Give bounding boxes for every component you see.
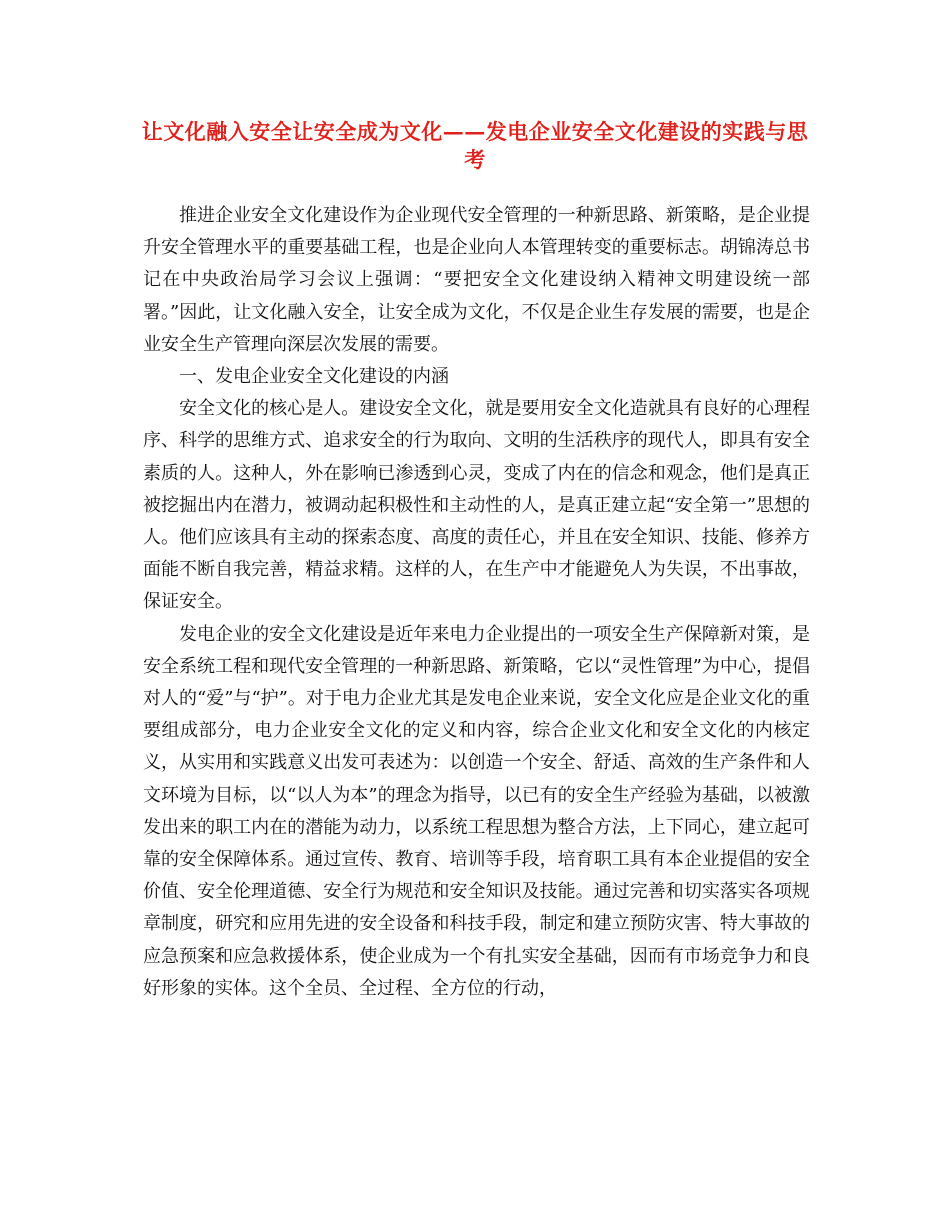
paragraph-intro: 推进企业安全文化建设作为企业现代安全管理的一种新思路、新策略，是企业提升安全管理水平的重要基础工程，也是企业向人本管理转变的重要标志。胡锦涛总书记在中央政治局学习会议上强调：“要把安全文化建设纳入精神文明建设统一部署。”因此，让文化融入安全，让安全成为文化，不仅是企业生存发展的需要，也是企业安全生产管理向深层次发展的需要。 [143,205,810,355]
paragraph-core-is-people: 安全文化的核心是人。建设安全文化，就是要用安全文化造就具有良好的心理程序、科学的思维方式、追求安全的行为取向、文明的生活秩序的现代人，即具有安全素质的人。这种人，外在影响已渗透到心灵，变成了内在的信念和观念，他们是真正被挖掘出内在潜力，被调动起积极性和主动性的人，是真正建立起“安全第一”思想的人。他们应该具有主动的探索态度、高度的责任心，并且在安全知识、技能、修养方面能不断自我完善，精益求精。这样的人，在生产中才能避免人为失误，不出事故，保证安全。 [143,398,810,613]
paragraph-power-enterprise-culture: 发电企业的安全文化建设是近年来电力企业提出的一项安全生产保障新对策，是安全系统工程和现代安全管理的一种新思路、新策略，它以“灵性管理”为中心，提倡对人的“爱”与“护”。对于电力企业尤其是发电企业来说，安全文化应是企业文化的重要组成部分，电力企业安全文化的定义和内容，综合企业文化和安全文化的内核定义，从实用和实践意义出发可表述为：以创造一个安全、舒适、高效的生产条件和人文环境为目标，以“以人为本”的理念为指导，以已有的安全生产经验为基础，以被激发出来的职工内在的潜能为动力，以系统工程思想为整合方法，上下同心，建立起可靠的安全保障体系。通过宣传、教育、培训等手段，培育职工具有本企业提倡的安全价值、安全伦理道德、安全行为规范和安全知识及技能。通过完善和切实落实各项规章制度，研究和应用先进的安全设备和科技手段，制定和建立预防灾害、特大事故的应急预案和应急救援体系，使企业成为一个有扎实安全基础，因而有市场竞争力和良好形象的实体。这个全员、全过程、全方位的行动， [143,623,810,999]
section-heading-1: 一、发电企业安全文化建设的内涵 [179,366,449,388]
document-body [143,200,810,1005]
document-title: 让文化融入安全让安全成为文化——发电企业安全文化建设的实践与思考 [141,119,809,172]
